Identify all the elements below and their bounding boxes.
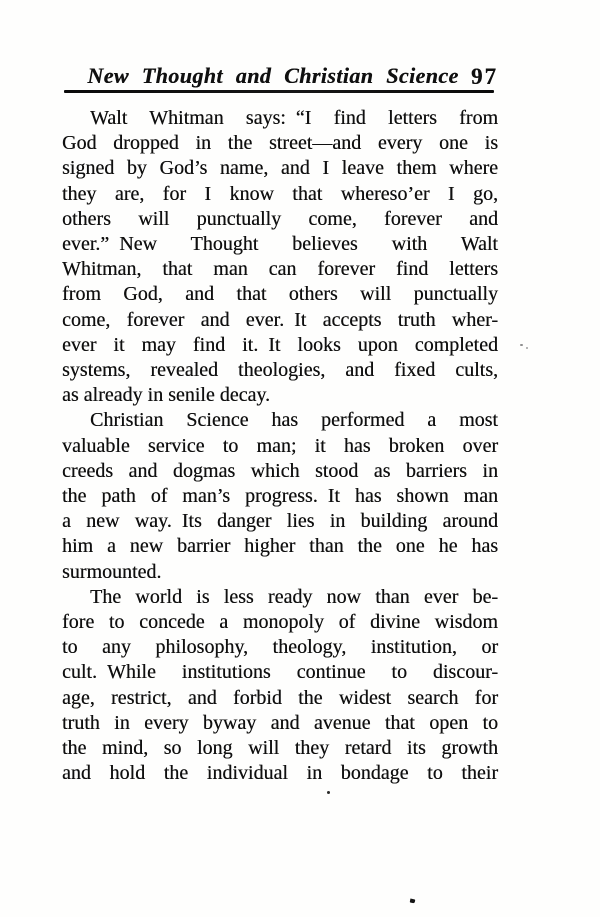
text-line: systems, revealed theologies, and fixed cults, [62, 359, 498, 382]
text-line: Walt Whitman says: “I find letters from [90, 107, 498, 129]
text-line: ever.” New Thought believes with Walt [62, 233, 498, 256]
text-line: the mind, so long will they retard its growth [62, 737, 498, 760]
ink-speck [410, 899, 416, 904]
page-number: 97 [471, 64, 498, 89]
text-line: truth in every byway and avenue that open to [62, 711, 498, 734]
text-line: the path of man’s progress. It has shown man [62, 485, 498, 508]
text-line: a new way. Its danger lies in building around [62, 510, 498, 533]
text-line: age, restrict, and forbid the widest search for [62, 686, 498, 709]
ink-speck [327, 791, 330, 794]
text-line: as already in senile decay. [62, 384, 271, 407]
text-line: cult. While institutions continue to discour- [62, 661, 498, 684]
running-header [62, 62, 498, 92]
ink-speck [526, 347, 528, 349]
text-line: him a new barrier higher than the one he has [62, 535, 498, 558]
text-line: from God, and that others will punctually [62, 283, 498, 306]
text-line: others will punctually come, forever and [62, 207, 498, 230]
text-line: surmounted. [62, 560, 162, 583]
text-line: The world is less ready now than ever be- [90, 585, 498, 608]
text-line: and hold the individual in bondage to their [62, 762, 498, 785]
text-line: Christian Science has performed a most [90, 409, 498, 432]
running-header-title: New Thought and Christian Science [87, 63, 459, 88]
text-line: Whitman, that man can forever find letters [62, 258, 498, 281]
text-line: signed by God’s name, and I leave them where [62, 157, 498, 180]
text-line: to any philosophy, theology, institution, or [62, 636, 498, 659]
text-line: fore to concede a monopoly of divine wisdom [62, 611, 498, 634]
text-line: creeds and dogmas which stood as barriers in [62, 459, 498, 482]
text-line: God dropped in the street—and every one is [62, 132, 498, 155]
ink-speck [520, 344, 523, 346]
text-line: come, forever and ever. It accepts truth wher- [62, 308, 498, 331]
text-line: ever it may find it. It looks upon completed [62, 333, 498, 356]
header-rule [64, 90, 494, 93]
page-body [62, 106, 498, 786]
text-line: valuable service to man; it has broken over [62, 434, 498, 457]
text-line: they are, for I know that whereso’er I go, [62, 182, 498, 205]
